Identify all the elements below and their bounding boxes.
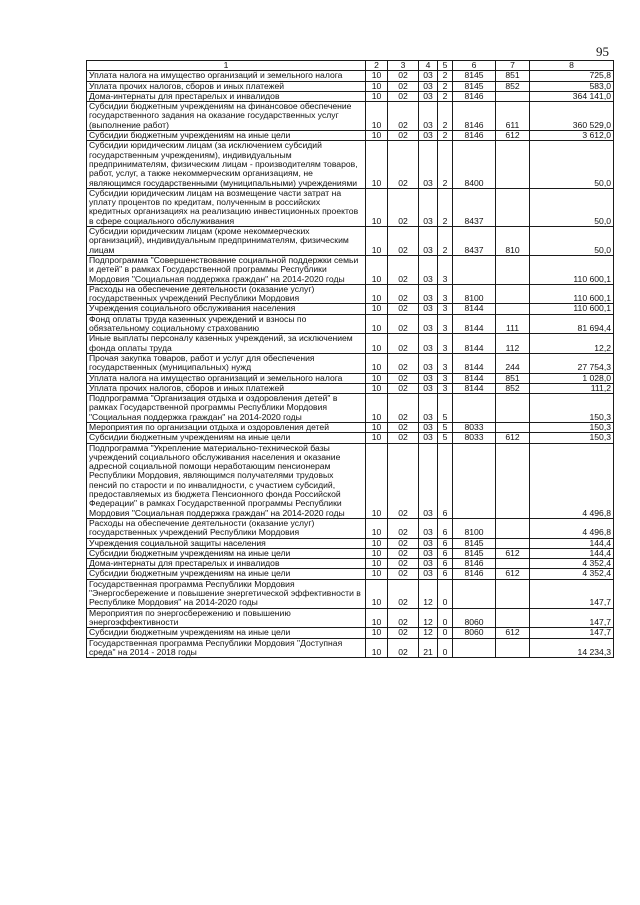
column-header: 3 bbox=[388, 61, 419, 71]
section-code: 10 bbox=[366, 304, 388, 314]
program-code: 03 bbox=[419, 538, 438, 548]
program-code: 03 bbox=[419, 373, 438, 383]
expense-type-code: 612 bbox=[496, 433, 530, 443]
program-code: 03 bbox=[419, 383, 438, 393]
section-code: 10 bbox=[366, 443, 388, 518]
subsection-code: 02 bbox=[388, 373, 419, 383]
amount: 4 352,4 bbox=[530, 559, 614, 569]
subsection-code: 02 bbox=[388, 102, 419, 131]
target-article-code: 8144 bbox=[453, 383, 496, 393]
page-number: 95 bbox=[596, 44, 609, 59]
expense-type-code bbox=[496, 394, 530, 423]
subsection-code: 02 bbox=[388, 188, 419, 226]
subsection-code: 02 bbox=[388, 394, 419, 423]
subprogram-code: 5 bbox=[438, 433, 453, 443]
subprogram-code: 2 bbox=[438, 81, 453, 91]
row-description: Субсидии бюджетным учреждениям на иные цели bbox=[87, 548, 366, 558]
amount: 147,7 bbox=[530, 579, 614, 608]
section-code: 10 bbox=[366, 314, 388, 334]
row-description: Уплата налога на имущество организаций и земельного налога bbox=[87, 373, 366, 383]
section-code: 10 bbox=[366, 383, 388, 393]
expense-type-code bbox=[496, 638, 530, 658]
amount: 144,4 bbox=[530, 548, 614, 558]
section-code: 10 bbox=[366, 628, 388, 638]
program-code: 03 bbox=[419, 353, 438, 373]
subsection-code: 02 bbox=[388, 433, 419, 443]
subprogram-code: 2 bbox=[438, 141, 453, 188]
subsection-code: 02 bbox=[388, 131, 419, 141]
amount: 110 600,1 bbox=[530, 284, 614, 304]
subprogram-code: 3 bbox=[438, 373, 453, 383]
section-code: 10 bbox=[366, 284, 388, 304]
subsection-code: 02 bbox=[388, 284, 419, 304]
program-code: 03 bbox=[419, 433, 438, 443]
subprogram-code: 2 bbox=[438, 131, 453, 141]
column-header: 1 bbox=[87, 61, 366, 71]
expense-type-code: 111 bbox=[496, 314, 530, 334]
target-article-code: 8144 bbox=[453, 304, 496, 314]
subprogram-code: 6 bbox=[438, 569, 453, 579]
expense-type-code bbox=[496, 188, 530, 226]
program-code: 03 bbox=[419, 284, 438, 304]
section-code: 10 bbox=[366, 71, 388, 81]
expense-type-code bbox=[496, 538, 530, 548]
table-row bbox=[87, 71, 614, 81]
table-row bbox=[87, 579, 614, 608]
section-code: 10 bbox=[366, 433, 388, 443]
table-row bbox=[87, 538, 614, 548]
amount: 12,2 bbox=[530, 334, 614, 354]
target-article-code: 8146 bbox=[453, 102, 496, 131]
subsection-code: 02 bbox=[388, 518, 419, 538]
subsection-code: 02 bbox=[388, 255, 419, 284]
section-code: 10 bbox=[366, 373, 388, 383]
section-code: 10 bbox=[366, 548, 388, 558]
program-code: 03 bbox=[419, 304, 438, 314]
target-article-code bbox=[453, 255, 496, 284]
program-code: 03 bbox=[419, 71, 438, 81]
target-article-code: 8144 bbox=[453, 334, 496, 354]
section-code: 10 bbox=[366, 538, 388, 548]
subsection-code: 02 bbox=[388, 559, 419, 569]
table-row bbox=[87, 353, 614, 373]
program-code: 03 bbox=[419, 394, 438, 423]
subprogram-code: 6 bbox=[438, 559, 453, 569]
column-header: 4 bbox=[419, 61, 438, 71]
target-article-code: 8144 bbox=[453, 373, 496, 383]
subprogram-code: 2 bbox=[438, 102, 453, 131]
subprogram-code: 6 bbox=[438, 548, 453, 558]
expense-type-code: 852 bbox=[496, 81, 530, 91]
section-code: 10 bbox=[366, 227, 388, 256]
row-description: Субсидии бюджетным учреждениям на финансовое обеспечение государственного задания на оказание государственных услуг (выполнение работ) bbox=[87, 102, 366, 131]
amount: 147,7 bbox=[530, 608, 614, 628]
subsection-code: 02 bbox=[388, 422, 419, 432]
program-code: 03 bbox=[419, 334, 438, 354]
column-header: 7 bbox=[496, 61, 530, 71]
table-row bbox=[87, 608, 614, 628]
expense-type-code: 612 bbox=[496, 628, 530, 638]
amount: 4 496,8 bbox=[530, 518, 614, 538]
expense-type-code: 612 bbox=[496, 131, 530, 141]
subsection-code: 02 bbox=[388, 443, 419, 518]
expense-type-code: 612 bbox=[496, 569, 530, 579]
target-article-code: 8033 bbox=[453, 433, 496, 443]
amount: 150,3 bbox=[530, 433, 614, 443]
target-article-code: 8060 bbox=[453, 608, 496, 628]
amount: 4 496,8 bbox=[530, 443, 614, 518]
row-description: Государственная программа Республики Мордовия "Энергосбережение и повышение энергетической эффективности в Республике Мордовия" на 2014-2020 годы bbox=[87, 579, 366, 608]
subprogram-code: 2 bbox=[438, 71, 453, 81]
program-code: 21 bbox=[419, 638, 438, 658]
target-article-code: 8033 bbox=[453, 422, 496, 432]
subsection-code: 02 bbox=[388, 334, 419, 354]
subsection-code: 02 bbox=[388, 628, 419, 638]
expense-type-code bbox=[496, 304, 530, 314]
target-article-code: 8060 bbox=[453, 628, 496, 638]
subprogram-code: 3 bbox=[438, 284, 453, 304]
budget-table bbox=[86, 60, 614, 658]
table-row bbox=[87, 334, 614, 354]
subprogram-code: 3 bbox=[438, 304, 453, 314]
subsection-code: 02 bbox=[388, 383, 419, 393]
subprogram-code: 0 bbox=[438, 608, 453, 628]
program-code: 12 bbox=[419, 579, 438, 608]
section-code: 10 bbox=[366, 353, 388, 373]
table-row bbox=[87, 569, 614, 579]
target-article-code: 8146 bbox=[453, 91, 496, 101]
subsection-code: 02 bbox=[388, 569, 419, 579]
expense-type-code: 611 bbox=[496, 102, 530, 131]
program-code: 03 bbox=[419, 422, 438, 432]
row-description: Субсидии бюджетным учреждениям на иные цели bbox=[87, 628, 366, 638]
subsection-code: 02 bbox=[388, 81, 419, 91]
row-description: Учреждения социального обслуживания населения bbox=[87, 304, 366, 314]
amount: 3 612,0 bbox=[530, 131, 614, 141]
amount: 14 234,3 bbox=[530, 638, 614, 658]
subprogram-code: 0 bbox=[438, 638, 453, 658]
section-code: 10 bbox=[366, 608, 388, 628]
subsection-code: 02 bbox=[388, 353, 419, 373]
expense-type-code bbox=[496, 518, 530, 538]
target-article-code bbox=[453, 579, 496, 608]
target-article-code: 8146 bbox=[453, 559, 496, 569]
program-code: 12 bbox=[419, 608, 438, 628]
target-article-code: 8100 bbox=[453, 284, 496, 304]
row-description: Подпрограмма "Совершенствование социальной поддержки семьи и детей" в рамках Государственной программы Республики Мордовия "Социальная поддержка граждан" на 2014-2020 годы bbox=[87, 255, 366, 284]
program-code: 03 bbox=[419, 569, 438, 579]
section-code: 10 bbox=[366, 638, 388, 658]
program-code: 03 bbox=[419, 255, 438, 284]
program-code: 03 bbox=[419, 548, 438, 558]
expense-type-code bbox=[496, 579, 530, 608]
target-article-code: 8100 bbox=[453, 518, 496, 538]
subsection-code: 02 bbox=[388, 638, 419, 658]
subprogram-code: 5 bbox=[438, 422, 453, 432]
table-row bbox=[87, 628, 614, 638]
amount: 583,0 bbox=[530, 81, 614, 91]
row-description: Расходы на обеспечение деятельности (оказание услуг) государственных учреждений Республики Мордовия bbox=[87, 518, 366, 538]
expense-type-code bbox=[496, 255, 530, 284]
subprogram-code: 0 bbox=[438, 579, 453, 608]
subprogram-code: 6 bbox=[438, 538, 453, 548]
table-row bbox=[87, 284, 614, 304]
row-description: Дома-интернаты для престарелых и инвалидов bbox=[87, 91, 366, 101]
section-code: 10 bbox=[366, 579, 388, 608]
column-header: 2 bbox=[366, 61, 388, 71]
subsection-code: 02 bbox=[388, 141, 419, 188]
section-code: 10 bbox=[366, 188, 388, 226]
table-body bbox=[87, 71, 614, 658]
expense-type-code: 244 bbox=[496, 353, 530, 373]
program-code: 03 bbox=[419, 81, 438, 91]
target-article-code: 8145 bbox=[453, 538, 496, 548]
row-description: Субсидии бюджетным учреждениям на иные цели bbox=[87, 433, 366, 443]
table-row bbox=[87, 518, 614, 538]
amount: 110 600,1 bbox=[530, 255, 614, 284]
amount: 50,0 bbox=[530, 188, 614, 226]
program-code: 03 bbox=[419, 314, 438, 334]
subsection-code: 02 bbox=[388, 314, 419, 334]
amount: 4 352,4 bbox=[530, 569, 614, 579]
amount: 110 600,1 bbox=[530, 304, 614, 314]
row-description: Учреждения социальной защиты населения bbox=[87, 538, 366, 548]
amount: 147,7 bbox=[530, 628, 614, 638]
target-article-code: 8146 bbox=[453, 131, 496, 141]
subsection-code: 02 bbox=[388, 91, 419, 101]
subsection-code: 02 bbox=[388, 538, 419, 548]
subprogram-code: 3 bbox=[438, 334, 453, 354]
row-description: Фонд оплаты труда казенных учреждений и взносы по обязательному социальному страхованию bbox=[87, 314, 366, 334]
subprogram-code: 3 bbox=[438, 383, 453, 393]
program-code: 03 bbox=[419, 91, 438, 101]
program-code: 03 bbox=[419, 141, 438, 188]
target-article-code: 8437 bbox=[453, 188, 496, 226]
program-code: 03 bbox=[419, 559, 438, 569]
table-row bbox=[87, 255, 614, 284]
row-description: Субсидии юридическим лицам (кроме некоммерческих организаций), индивидуальным предпринимателям, физическим лицам bbox=[87, 227, 366, 256]
section-code: 10 bbox=[366, 255, 388, 284]
program-code: 03 bbox=[419, 102, 438, 131]
row-description: Подпрограмма "Укрепление материально-технической базы учреждений социального обслуживания населения и оказание адресной социальной помощи неработающим пенсионерам Республики Мордовия, являющимся получателями трудовых пенсий по старости и по инвалидности, с участием субсидий, предоставляемых из бюджета Пенсионного фонда Российской Федерации" в рамках Государственной программы Республики Мордовия "Социальная поддержка граждан" на 2014-2020 годы bbox=[87, 443, 366, 518]
expense-type-code bbox=[496, 91, 530, 101]
section-code: 10 bbox=[366, 91, 388, 101]
target-article-code: 8145 bbox=[453, 71, 496, 81]
program-code: 03 bbox=[419, 227, 438, 256]
table-row bbox=[87, 443, 614, 518]
target-article-code: 8437 bbox=[453, 227, 496, 256]
target-article-code: 8144 bbox=[453, 314, 496, 334]
row-description: Уплата прочих налогов, сборов и иных платежей bbox=[87, 81, 366, 91]
table-row bbox=[87, 188, 614, 226]
subprogram-code: 3 bbox=[438, 255, 453, 284]
program-code: 03 bbox=[419, 188, 438, 226]
subprogram-code: 5 bbox=[438, 394, 453, 423]
row-description: Подпрограмма "Организация отдыха и оздоровления детей" в рамках Государственной программы Республики Мордовия "Социальная поддержка граждан" на 2014-2020 годы bbox=[87, 394, 366, 423]
row-description: Субсидии юридическим лицам (за исключением субсидий государственным учреждениям), индивидуальным предпринимателям, физическим лицам - производителям товаров, работ, услуг, а также некоммерческим организациям, не являющимся государственными (муниципальными) учреждениями bbox=[87, 141, 366, 188]
table-row bbox=[87, 638, 614, 658]
section-code: 10 bbox=[366, 569, 388, 579]
amount: 50,0 bbox=[530, 227, 614, 256]
table-row bbox=[87, 422, 614, 432]
section-code: 10 bbox=[366, 131, 388, 141]
table-row bbox=[87, 304, 614, 314]
expense-type-code bbox=[496, 608, 530, 628]
expense-type-code: 112 bbox=[496, 334, 530, 354]
expense-type-code: 851 bbox=[496, 71, 530, 81]
program-code: 03 bbox=[419, 518, 438, 538]
subsection-code: 02 bbox=[388, 608, 419, 628]
table-row bbox=[87, 81, 614, 91]
column-header: 5 bbox=[438, 61, 453, 71]
expense-type-code bbox=[496, 422, 530, 432]
expense-type-code: 851 bbox=[496, 373, 530, 383]
table-row bbox=[87, 433, 614, 443]
table-row bbox=[87, 383, 614, 393]
expense-type-code: 612 bbox=[496, 548, 530, 558]
row-description: Субсидии бюджетным учреждениям на иные цели bbox=[87, 131, 366, 141]
subsection-code: 02 bbox=[388, 304, 419, 314]
table-row bbox=[87, 141, 614, 188]
amount: 27 754,3 bbox=[530, 353, 614, 373]
section-code: 10 bbox=[366, 81, 388, 91]
section-code: 10 bbox=[366, 141, 388, 188]
table-row bbox=[87, 548, 614, 558]
table-row bbox=[87, 102, 614, 131]
expense-type-code: 810 bbox=[496, 227, 530, 256]
section-code: 10 bbox=[366, 422, 388, 432]
target-article-code: 8145 bbox=[453, 548, 496, 558]
amount: 1 028,0 bbox=[530, 373, 614, 383]
section-code: 10 bbox=[366, 559, 388, 569]
column-header: 8 bbox=[530, 61, 614, 71]
expense-type-code bbox=[496, 443, 530, 518]
table-row bbox=[87, 373, 614, 383]
target-article-code bbox=[453, 638, 496, 658]
program-code: 12 bbox=[419, 628, 438, 638]
row-description: Субсидии бюджетным учреждениям на иные цели bbox=[87, 569, 366, 579]
subsection-code: 02 bbox=[388, 227, 419, 256]
target-article-code: 8146 bbox=[453, 569, 496, 579]
program-code: 03 bbox=[419, 443, 438, 518]
target-article-code: 8400 bbox=[453, 141, 496, 188]
row-description: Уплата прочих налогов, сборов и иных платежей bbox=[87, 383, 366, 393]
subprogram-code: 3 bbox=[438, 353, 453, 373]
column-header: 6 bbox=[453, 61, 496, 71]
row-description: Мероприятия по энергосбережению и повышению энергоэффективности bbox=[87, 608, 366, 628]
row-description: Прочая закупка товаров, работ и услуг для обеспечения государственных (муниципальных) нужд bbox=[87, 353, 366, 373]
subprogram-code: 6 bbox=[438, 518, 453, 538]
table-row bbox=[87, 314, 614, 334]
section-code: 10 bbox=[366, 334, 388, 354]
table-row bbox=[87, 131, 614, 141]
section-code: 10 bbox=[366, 518, 388, 538]
subprogram-code: 6 bbox=[438, 443, 453, 518]
row-description: Государственная программа Республики Мордовия "Доступная среда" на 2014 - 2018 годы bbox=[87, 638, 366, 658]
amount: 50,0 bbox=[530, 141, 614, 188]
row-description: Мероприятия по организации отдыха и оздоровления детей bbox=[87, 422, 366, 432]
amount: 150,3 bbox=[530, 394, 614, 423]
subsection-code: 02 bbox=[388, 71, 419, 81]
subprogram-code: 2 bbox=[438, 227, 453, 256]
amount: 150,3 bbox=[530, 422, 614, 432]
row-description: Расходы на обеспечение деятельности (оказание услуг) государственных учреждений Республики Мордовия bbox=[87, 284, 366, 304]
expense-type-code: 852 bbox=[496, 383, 530, 393]
subsection-code: 02 bbox=[388, 579, 419, 608]
subsection-code: 02 bbox=[388, 548, 419, 558]
subprogram-code: 2 bbox=[438, 91, 453, 101]
expense-type-code bbox=[496, 559, 530, 569]
amount: 111,2 bbox=[530, 383, 614, 393]
row-description: Субсидии юридическим лицам на возмещение части затрат на уплату процентов по кредитам, полученным в российских кредитных организациях на реализацию инвестиционных проектов в сфере социального обслуживания bbox=[87, 188, 366, 226]
amount: 364 141,0 bbox=[530, 91, 614, 101]
amount: 81 694,4 bbox=[530, 314, 614, 334]
row-description: Дома-интернаты для престарелых и инвалидов bbox=[87, 559, 366, 569]
row-description: Иные выплаты персоналу казенных учреждений, за исключением фонда оплаты труда bbox=[87, 334, 366, 354]
section-code: 10 bbox=[366, 102, 388, 131]
target-article-code bbox=[453, 394, 496, 423]
expense-type-code bbox=[496, 141, 530, 188]
table-row bbox=[87, 227, 614, 256]
program-code: 03 bbox=[419, 131, 438, 141]
subprogram-code: 2 bbox=[438, 188, 453, 226]
subprogram-code: 3 bbox=[438, 314, 453, 334]
table-row bbox=[87, 394, 614, 423]
expense-type-code bbox=[496, 284, 530, 304]
target-article-code: 8145 bbox=[453, 81, 496, 91]
target-article-code bbox=[453, 443, 496, 518]
amount: 144,4 bbox=[530, 538, 614, 548]
amount: 360 529,0 bbox=[530, 102, 614, 131]
table-row bbox=[87, 91, 614, 101]
amount: 725,8 bbox=[530, 71, 614, 81]
row-description: Уплата налога на имущество организаций и земельного налога bbox=[87, 71, 366, 81]
section-code: 10 bbox=[366, 394, 388, 423]
subprogram-code: 0 bbox=[438, 628, 453, 638]
header-row bbox=[87, 61, 614, 71]
target-article-code: 8144 bbox=[453, 353, 496, 373]
table-row bbox=[87, 559, 614, 569]
